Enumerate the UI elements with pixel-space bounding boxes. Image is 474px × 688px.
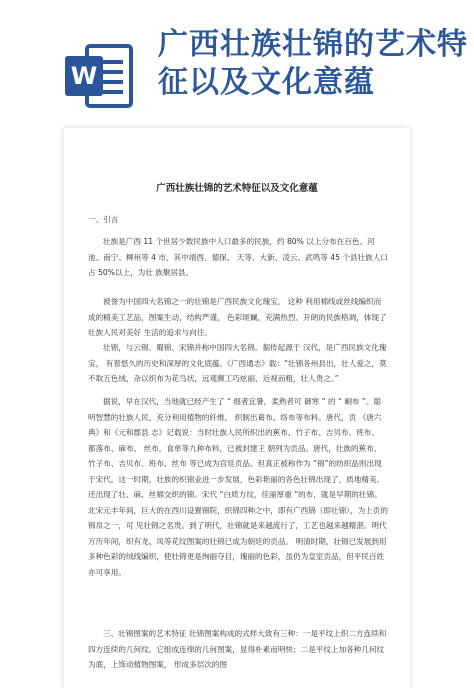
document-title: 广西壮族壮锦的艺术特征以及文化意蕴	[156, 183, 318, 194]
word-document-icon	[63, 42, 133, 110]
paragraph-1: 壮族是广西 11 个世居少数民族中人口最多的民族，约 80% 以上分布在百色、河池、南宁、柳州等 4 市，其中靖西、德保、 天等、大新、凌云、武鸣等 45 个县壮族人口占 50%以上，为壮 族聚居县。	[88, 237, 388, 277]
paragraph-5: 三、壮锦图案的艺术特征 壮锦图案构成的式样大致有三种：一是平纹上织二方连续和 四方连续的几何纹，它组成连绵的几何图案，显得朴素而明快；二是平纹上加各种几何纹为底，上饰动植物图案， 形成多层次的图	[88, 629, 387, 669]
paragraph-2: 被誉为中国四大名锦之一的壮锦是广西民族文化瑰宝， 这种 利用棉线或丝线编织而成的精美工艺品，图案生动，结构严谨， 色彩斑斓，充满热烈、开朗的民族格调，体现了壮族人民对美好 生活的追求与向往。	[88, 297, 387, 337]
header	[0, 0, 474, 118]
section-heading-intro: 一、引言	[88, 215, 119, 224]
paragraph-3: 壮锦，与云锦、蜀锦、宋锦并称中国四大名锦。据传起源于 汉代，是广西民族文化瑰宝， 有着悠久的历史和深厚的文化底蕴。《广西通志》载：“壮锦各州县出，壮人爱之，莫 不取五色绒，杂以织布为花鸟状，远观颇工巧炫丽，近视而粗，壮人贵之。”	[88, 343, 387, 383]
paragraph-4: 据说，早在汉代，当地就已经产生了 “ 细者宜暑，柔熟者可 御寒 ” 的 “ 峒布 ”。聪明智慧的壮族人民，充分利用植物的纤维， 织制出葛布、络布等布料。唐代，贡 《唐六典》和《元和郡县 志》记载说：当时壮族人民所织出的蕉布、竹子布、吉贝布、班布、 都落布、麻布、 丝布，食单等九种布料，已被封建王 朝列为贡品。唐代，壮族的蕉布、竹子布、吉贝布、班布、丝布 等已成为宫廷贡品。但真正被称作为 “锦”的纺织品则出现于宋代。这一时期，壮族的织锦业进一步发展，色彩艳丽的各色壮锦出现了，质地精美。还出现了壮、麻、丝棉交织的锦。宋代 “白质方纹，佳丽厚重 ”的布，就是早期的壮锦。北宋元丰年间，巨大的在西川设置锦院，织锦四种之中，即有广西锦（即壮锦），为上贡的锦帛之一，可 见壮锦之名贵。到了明代，壮锦就是来越流行了，工艺也越来越精湛。明代万历年间，织有龙、凤等花纹图案的壮锦已成为朝廷的贡品。 明清时期，壮锦已发展到用多种色彩的绒线编织，使壮锦更是绚丽夺目，瑰丽的色彩，虽仍为皇室贡品，但平民百姓亦可享用。	[88, 397, 388, 577]
svg-text:W: W	[70, 62, 98, 90]
header-title: 广西壮族壮锦的艺术特征以及文化意蕴	[158, 27, 468, 100]
document-page	[64, 128, 410, 688]
